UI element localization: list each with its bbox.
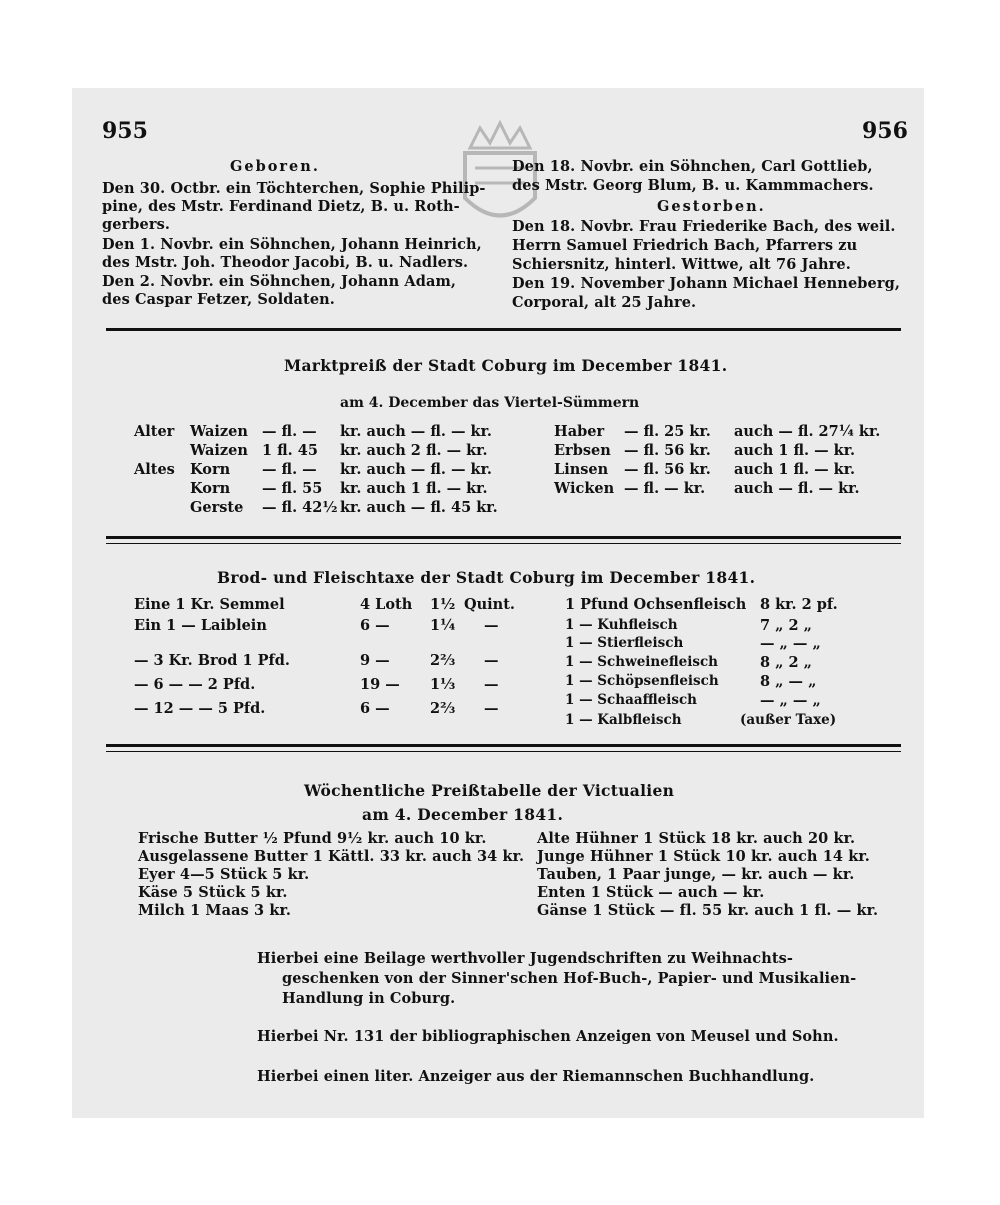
market-item-price-2: auch — fl. 27¼ kr. — [734, 423, 881, 440]
section-rule — [106, 744, 901, 747]
section-rule — [106, 328, 901, 331]
bread-quint: 1⅓ — [430, 676, 456, 693]
market-label-a: Altes — [134, 461, 175, 478]
death-line: Schiersnitz, hinterl. Wittwe, alt 76 Jahre. — [512, 256, 851, 273]
market-item-price-1: — fl. 56 kr. — [624, 442, 711, 459]
meat-price: 8 „ 2 „ — [760, 654, 813, 671]
victual-right: Alte Hühner 1 Stück 18 kr. auch 20 kr. — [537, 830, 856, 847]
death-line: Den 18. Novbr. Frau Friederike Bach, des weil. — [512, 218, 896, 235]
market-item: Wicken — [554, 480, 615, 497]
victuals-subtitle: am 4. December 1841. — [362, 805, 564, 824]
meat-price: 7 „ 2 „ — [760, 617, 813, 634]
bread-item: Ein 1 — Laiblein — [134, 617, 267, 634]
right-birth-line: des Mstr. Georg Blum, B. u. Kammmachers. — [512, 177, 874, 194]
meat-item: 1 — Stierfleisch — [565, 635, 684, 651]
market-price-1: — fl. 42½ — [262, 499, 338, 516]
notice-line: geschenken von der Sinner'schen Hof-Buch-, Papier- und Musikalien- — [282, 970, 857, 987]
bread-unit: — — [484, 700, 499, 717]
meat-price: (außer Taxe) — [740, 712, 837, 728]
bread-quint: 1¼ — [430, 617, 456, 634]
page-number-right: 956 — [862, 118, 908, 144]
market-item-price-1: — fl. — kr. — [624, 480, 706, 497]
births-line: Den 2. Novbr. ein Söhnchen, Johann Adam, — [102, 273, 457, 290]
bread-weight: 19 — — [360, 676, 400, 693]
section-rule-thin — [106, 751, 901, 752]
market-price-1: 1 fl. 45 — [262, 442, 318, 459]
bread-unit: Quint. — [464, 596, 515, 613]
death-line: Den 19. November Johann Michael Henneberg, — [512, 275, 900, 292]
bread-quint: 1½ — [430, 596, 456, 613]
market-title: Marktpreiß der Stadt Coburg im December 1841. — [284, 356, 728, 375]
meat-item: 1 Pfund Ochsenfleisch — [565, 596, 747, 613]
meat-item: 1 — Schweinefleisch — [565, 654, 718, 670]
bread-weight: 9 — — [360, 652, 390, 669]
victual-left: Eyer 4—5 Stück 5 kr. — [138, 866, 310, 883]
market-label-b: Korn — [190, 461, 231, 478]
victual-right: Gänse 1 Stück — fl. 55 kr. auch 1 fl. — kr. — [537, 902, 879, 919]
meat-item: 1 — Kuhfleisch — [565, 617, 678, 633]
births-heading: Geboren. — [230, 158, 320, 175]
meat-price: 8 kr. 2 pf. — [760, 596, 838, 613]
market-price-2: kr. auch — fl. 45 kr. — [340, 499, 498, 516]
notice-line: Handlung in Coburg. — [282, 990, 456, 1007]
market-price-2: kr. auch 2 fl. — kr. — [340, 442, 488, 459]
market-price-2: kr. auch — fl. — kr. — [340, 461, 492, 478]
market-price-2: kr. auch 1 fl. — kr. — [340, 480, 488, 497]
section-rule-thin — [106, 543, 901, 544]
bread-weight: 6 — — [360, 617, 390, 634]
births-line: des Caspar Fetzer, Soldaten. — [102, 291, 335, 308]
bread-weight: 6 — — [360, 700, 390, 717]
death-line: Corporal, alt 25 Jahre. — [512, 294, 697, 311]
market-subtitle: am 4. December das Viertel-Sümmern — [340, 395, 640, 411]
births-line: pine, des Mstr. Ferdinand Dietz, B. u. Roth- — [102, 198, 460, 215]
market-label-b: Waizen — [190, 423, 248, 440]
page-number-left: 955 — [102, 118, 148, 144]
bread-quint: 2⅔ — [430, 652, 456, 669]
death-line: Herrn Samuel Friedrich Bach, Pfarrers zu — [512, 237, 858, 254]
births-line: des Mstr. Joh. Theodor Jacobi, B. u. Nadlers. — [102, 254, 469, 271]
births-line: Den 30. Octbr. ein Töchterchen, Sophie Philip- — [102, 180, 486, 197]
victual-right: Junge Hühner 1 Stück 10 kr. auch 14 kr. — [537, 848, 870, 865]
bread-quint: 2⅔ — [430, 700, 456, 717]
bread-unit: — — [484, 676, 499, 693]
market-item: Erbsen — [554, 442, 611, 459]
right-birth-line: Den 18. Novbr. ein Söhnchen, Carl Gottlieb, — [512, 158, 873, 175]
victual-right: Tauben, 1 Paar junge, — kr. auch — kr. — [537, 866, 855, 883]
market-price-1: — fl. 55 — [262, 480, 323, 497]
births-line: gerbers. — [102, 216, 171, 233]
victuals-title: Wöchentliche Preißtabelle der Victualien — [304, 781, 675, 800]
notice-line: Hierbei einen liter. Anzeiger aus der Riemannschen Buchhandlung. — [257, 1068, 815, 1085]
meat-price: — „ — „ — [760, 692, 821, 709]
notice-line: Hierbei eine Beilage werthvoller Jugendschriften zu Weihnachts- — [257, 950, 794, 967]
victual-left: Ausgelassene Butter 1 Kättl. 33 kr. auch 34 kr. — [138, 848, 525, 865]
bread-item: Eine 1 Kr. Semmel — [134, 596, 285, 613]
bread-item: — 3 Kr. Brod 1 Pfd. — [134, 652, 290, 669]
victual-left: Milch 1 Maas 3 kr. — [138, 902, 292, 919]
market-item-price-1: — fl. 56 kr. — [624, 461, 711, 478]
market-item-price-2: auch 1 fl. — kr. — [734, 461, 856, 478]
bread-weight: 4 Loth — [360, 596, 413, 613]
bread-unit: — — [484, 652, 499, 669]
market-item-price-2: auch 1 fl. — kr. — [734, 442, 856, 459]
market-item-price-1: — fl. 25 kr. — [624, 423, 711, 440]
meat-item: 1 — Kalbfleisch — [565, 712, 682, 728]
bread-item: — 6 — — 2 Pfd. — [134, 676, 256, 693]
meat-price: 8 „ — „ — [760, 673, 817, 690]
meat-item: 1 — Schaaffleisch — [565, 692, 698, 708]
market-item: Haber — [554, 423, 605, 440]
market-label-b: Korn — [190, 480, 231, 497]
bread-title: Brod- und Fleischtaxe der Stadt Coburg im December 1841. — [217, 568, 756, 587]
market-price-2: kr. auch — fl. — kr. — [340, 423, 492, 440]
market-label-a: Alter — [134, 423, 175, 440]
bread-unit: — — [484, 617, 499, 634]
victual-left: Käse 5 Stück 5 kr. — [138, 884, 288, 901]
victual-right: Enten 1 Stück — auch — kr. — [537, 884, 765, 901]
market-label-b: Waizen — [190, 442, 248, 459]
market-item-price-2: auch — fl. — kr. — [734, 480, 860, 497]
births-line: Den 1. Novbr. ein Söhnchen, Johann Heinrich, — [102, 236, 482, 253]
market-price-1: — fl. — — [262, 423, 317, 440]
market-label-b: Gerste — [190, 499, 244, 516]
bread-item: — 12 — — 5 Pfd. — [134, 700, 266, 717]
section-rule — [106, 536, 901, 539]
newspaper-page — [72, 88, 924, 1118]
notice-line: Hierbei Nr. 131 der bibliographischen Anzeigen von Meusel und Sohn. — [257, 1028, 839, 1045]
market-price-1: — fl. — — [262, 461, 317, 478]
meat-price: — „ — „ — [760, 635, 821, 652]
meat-item: 1 — Schöpsenfleisch — [565, 673, 719, 689]
deaths-heading: Gestorben. — [657, 198, 766, 215]
victual-left: Frische Butter ½ Pfund 9½ kr. auch 10 kr. — [138, 830, 487, 847]
market-item: Linsen — [554, 461, 609, 478]
